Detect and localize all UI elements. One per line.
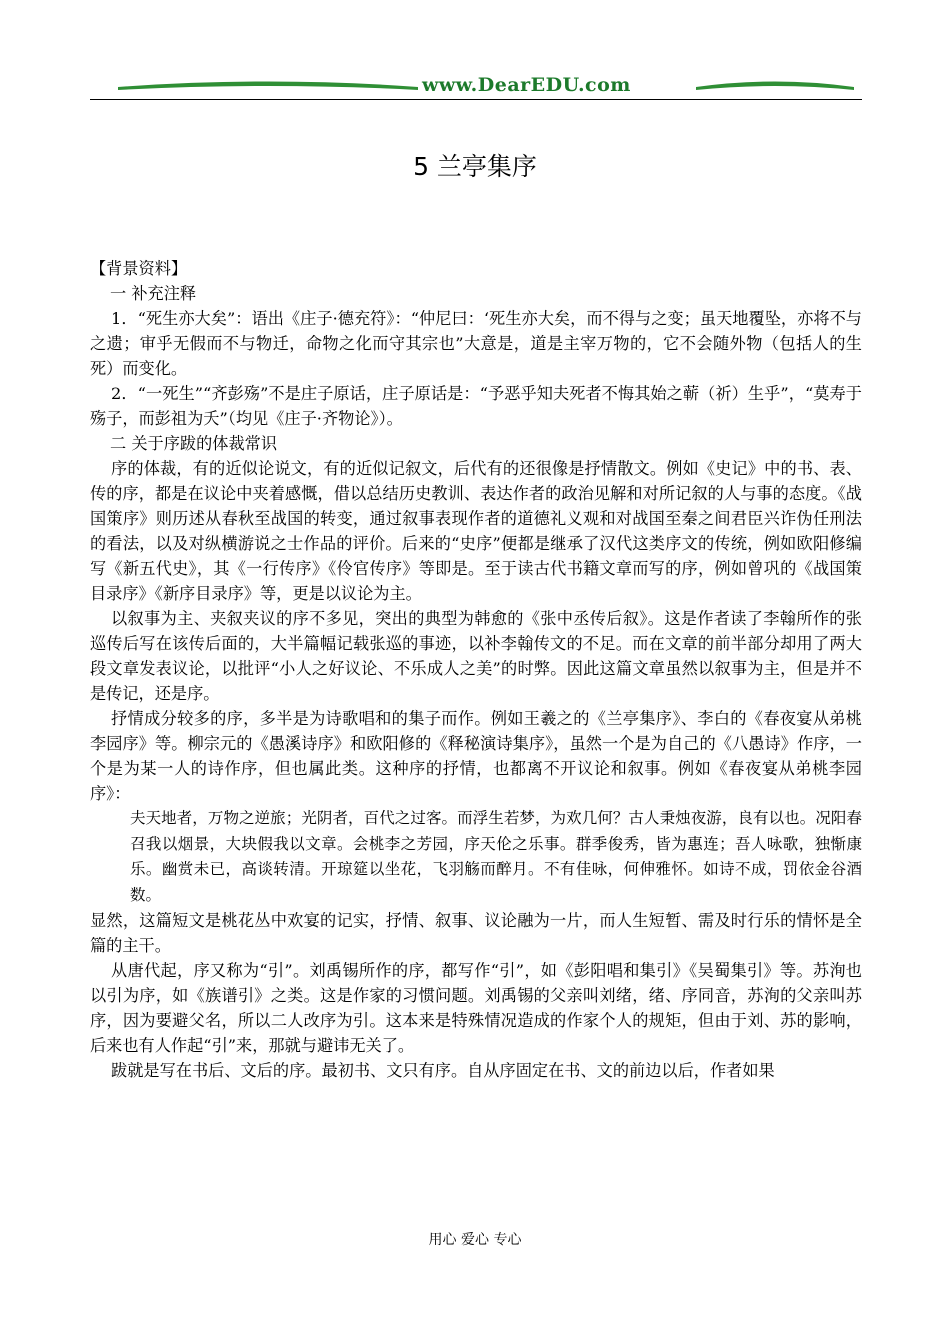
paragraph-5: 从唐代起，序又称为“引”。刘禹锡所作的序，都写作“引”，如《彭阳唱和集引》《吴蜀集引》等。苏洵也以引为序，如《族谱引》之类。这是作家的习惯问题。刘禹锡的父亲叫刘绪，绪、序同音，苏洵的父亲叫苏序，因为要避父名，所以二人改序为引。这本来是特殊情况造成的作家个人的规矩，但由于刘、苏的影响，后来也有人作起“引”来，那就与避讳无关了。 [90,961,862,1055]
background-heading: 【背景资料】 [90,259,188,278]
site-logo: www.DearEDU.com [422,74,631,96]
quoted-passage: 夫天地者，万物之逆旅；光阴者，百代之过客。而浮生若梦，为欢几何？古人秉烛夜游，良有以也。况阳春召我以烟景，大块假我以文章。会桃李之芳园，序天伦之乐事。群季俊秀，皆为惠连；吾人咏歌，独惭康乐。幽赏未已，高谈转清。开琼筵以坐花，飞羽觞而醉月。不有佳咏，何伸雅怀。如诗不成，罚依金谷酒数。 [130,809,862,904]
paragraph-3: 抒情成分较多的序，多半是为诗歌唱和的集子而作。例如王羲之的《兰亭集序》、李白的《春夜宴从弟桃李园序》等。柳宗元的《愚溪诗序》和欧阳修的《释秘演诗集序》，虽然一个是为自己的《八愚诗》作序，一个是为某一人的诗作序，但也属此类。这种序的抒情，也都离不开议论和叙事。例如《春夜宴从弟桃李园序》： [90,709,862,803]
paragraph-2: 以叙事为主、夹叙夹议的序不多见，突出的典型为韩愈的《张中丞传后叙》。这是作者读了李翰所作的张巡传后写在该传后面的，大半篇幅记载张巡的事迹，以补李翰传文的不足。而在文章的前半部分却用了两大段文章发表议论，以批评“小人之好议论、不乐成人之美”的时弊。因此这篇文章虽然以叙事为主，但是并不是传记，还是序。 [90,609,862,703]
site-header [90,70,862,102]
paragraph-1: 序的体裁，有的近似论说文，有的近似记叙文，后代有的还很像是抒情散文。例如《史记》中的书、表、传的序，都是在议论中夹着感慨，借以总结历史教训、表达作者的政治见解和对所记叙的人与事的态度。《战国策序》则历述从春秋至战国的转变，通过叙事表现作者的道德礼义观和对战国至秦之间君臣兴诈伪任刑法的看法，以及对纵横游说之士作品的评价。后来的“史序”便都是继承了汉代这类序文的传统，例如欧阳修编写《新五代史》，其《一行传序》《伶官传序》等即是。至于读古代书籍文章而写的序，例如曾巩的《战国策目录序》《新序目录序》等，更是以议论为主。 [90,459,862,603]
header-rule [90,99,862,100]
page-footer: 用心 爱心 专心 [428,1232,522,1248]
paragraph-6: 跋就是写在书后、文后的序。最初书、文只有序。自从序固定在书、文的前边以后，作者如果 [111,1061,775,1080]
right-swoosh-decoration [696,78,854,92]
paragraph-4: 显然，这篇短文是桃花丛中欢宴的记实，抒情、叙事、议论融为一片，而人生短暂、需及时行乐的情怀是全篇的主干。 [90,911,862,955]
page-title: 5 兰亭集序 [413,152,537,181]
note-1: 1．“死生亦大矣”：语出《庄子·德充符》：“仲尼曰：‘死生亦大矣，而不得与之变；虽天地覆坠，亦将不与之遗；审乎无假而不与物迁，命物之化而守其宗也”大意是，道是主宰万物的，它不会随外物（包括人的生死）而变化。 [90,309,862,378]
section1-heading: 一 补充注释 [110,284,197,303]
section2-heading: 二 关于序跋的体裁常识 [110,434,278,453]
note-2: 2．“一死生”“齐彭殇”不是庄子原话，庄子原话是：“予恶乎知夫死者不悔其始之蕲（祈）生乎”，“莫寿于殇子，而彭祖为夭”（均见《庄子·齐物论》）。 [90,384,862,428]
left-swoosh-decoration [118,78,418,92]
document-body [90,256,862,1083]
